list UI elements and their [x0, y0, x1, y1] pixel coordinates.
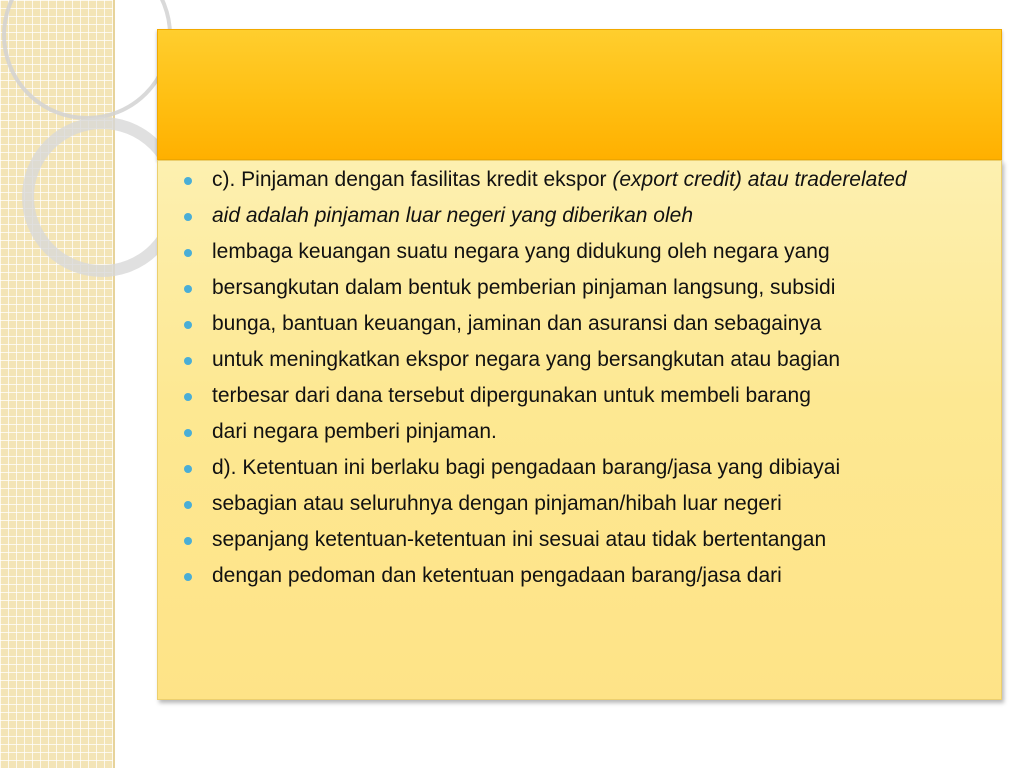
bullet-dot-icon [184, 393, 192, 401]
list-item [182, 311, 982, 337]
bullet-text: bersangkutan dalam bentuk pemberian pinjaman langsung, subsidi [212, 276, 836, 299]
bullet-text: sepanjang ketentuan-ketentuan ini sesuai atau tidak bertentangan [212, 528, 827, 551]
bullet-dot-icon [184, 213, 192, 221]
list-item [182, 383, 982, 409]
list-item [182, 203, 982, 229]
list-item [182, 167, 982, 193]
list-item [182, 491, 982, 517]
bullet-text: untuk meningkatkan ekspor negara yang bersangkutan atau bagian [212, 348, 841, 371]
list-item [182, 347, 982, 373]
list-item [182, 455, 982, 481]
title-bar [157, 29, 1002, 160]
list-item [182, 563, 982, 589]
bullet-text: c). Pinjaman dengan fasilitas kredit ekspor [212, 168, 613, 191]
bullet-text: dengan pedoman dan ketentuan pengadaan barang/jasa dari [212, 564, 782, 587]
bullet-list [182, 167, 982, 599]
bullet-text: sebagian atau seluruhnya dengan pinjaman/hibah luar negeri [212, 492, 782, 515]
list-item [182, 239, 982, 265]
bullet-dot-icon [184, 177, 192, 185]
bullet-text: terbesar dari dana tersebut dipergunakan untuk membeli barang [212, 384, 811, 407]
bullet-text-italic: aid adalah pinjaman luar negeri yang diberikan oleh [212, 204, 694, 227]
bullet-dot-icon [184, 537, 192, 545]
bullet-dot-icon [184, 429, 192, 437]
list-item [182, 527, 982, 553]
list-item [182, 419, 982, 445]
bullet-dot-icon [184, 501, 192, 509]
bullet-text-italic: (export credit) atau traderelated [612, 168, 907, 191]
bullet-dot-icon [184, 573, 192, 581]
bullet-text: d). Ketentuan ini berlaku bagi pengadaan barang/jasa yang dibiayai [212, 456, 841, 479]
bullet-dot-icon [184, 249, 192, 257]
list-item [182, 275, 982, 301]
bullet-dot-icon [184, 321, 192, 329]
bullet-text: bunga, bantuan keuangan, jaminan dan asuransi dan sebagainya [212, 312, 822, 335]
content-panel [157, 160, 1002, 700]
bullet-text: dari negara pemberi pinjaman. [212, 420, 497, 443]
bullet-dot-icon [184, 465, 192, 473]
bullet-dot-icon [184, 357, 192, 365]
bullet-text: lembaga keuangan suatu negara yang didukung oleh negara yang [212, 240, 830, 263]
bullet-dot-icon [184, 285, 192, 293]
